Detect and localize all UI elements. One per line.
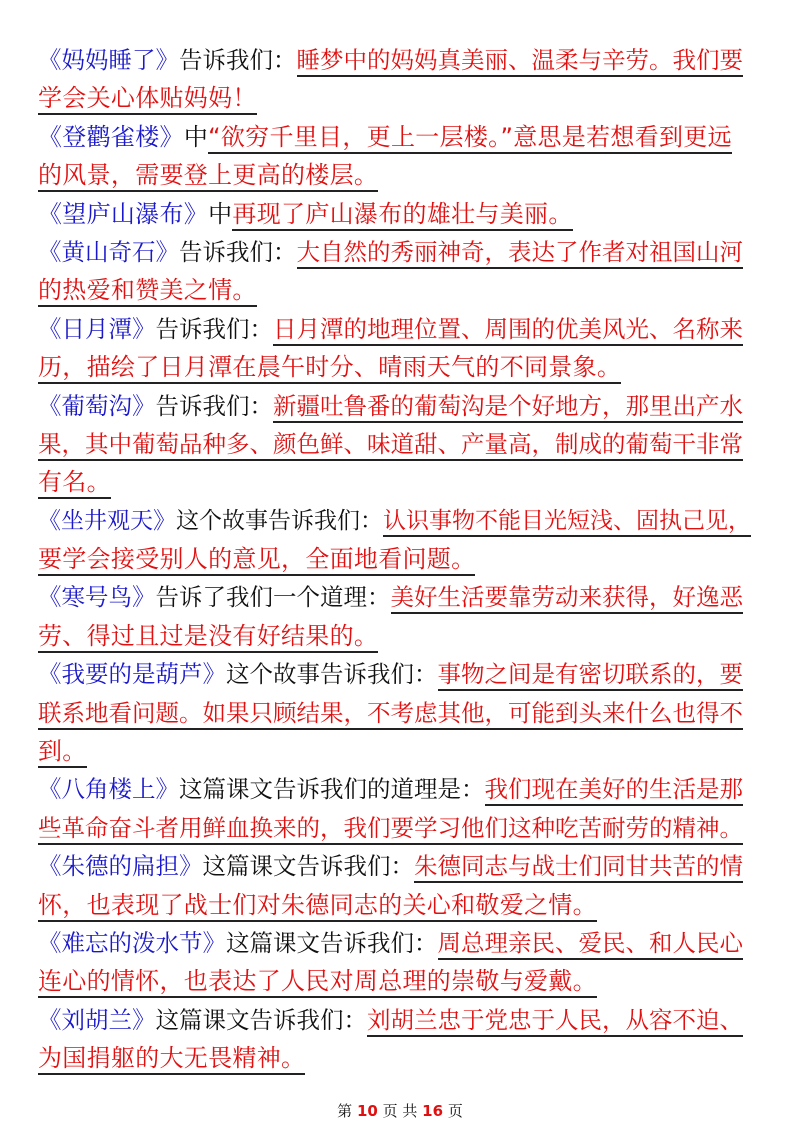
footer-middle: 页 共: [382, 1102, 418, 1120]
lesson-meaning: 些革命奋斗者用鲜血换来的，我们要学习他们这种吃苦耐劳的精神。: [38, 814, 743, 845]
lesson-connector: 告诉了我们一个道理：: [155, 583, 391, 612]
text-line: [38, 732, 764, 770]
text-line: [38, 886, 764, 924]
lesson-connector: 这篇课文告诉我们：: [202, 852, 414, 881]
lesson-connector: 告诉我们：: [179, 46, 297, 74]
lesson-meaning: 我们现在美好的生活是那: [485, 775, 744, 806]
lesson-entry: [38, 655, 764, 770]
lesson-meaning: 认识事物不能目光短浅、固执己见，: [383, 508, 751, 537]
text-line: [38, 1039, 764, 1077]
document-body: [38, 41, 764, 1078]
lesson-meaning: 有名。: [38, 468, 111, 499]
text-line: [38, 502, 764, 540]
lesson-connector: 这个故事告诉我们：: [176, 507, 383, 534]
lesson-title: 《黄山奇石》: [38, 237, 179, 266]
text-line: [38, 924, 764, 962]
lesson-title: 《刘胡兰》: [38, 1005, 156, 1034]
text-line: [38, 540, 764, 578]
lesson-connector: 中: [183, 122, 209, 151]
lesson-entry: [38, 770, 764, 847]
lesson-title: 《坐井观天》: [38, 507, 176, 534]
lesson-entry: [38, 310, 764, 387]
lesson-meaning: 怀，也表现了战士们对朱德同志的关心和敬爱之情。: [38, 891, 597, 922]
lesson-meaning: 朱德同志与战士们同甘共苦的情: [414, 852, 743, 883]
lesson-meaning: 美好生活要靠劳动来获得，好逸恶: [391, 583, 744, 614]
text-line: [38, 387, 764, 425]
lesson-title: 《望庐山瀑布》: [38, 199, 209, 228]
lesson-meaning: 睡梦中的妈妈真美丽、温柔与辛劳。我们要: [297, 46, 744, 77]
lesson-meaning: 历，描绘了日月潭在晨午时分、晴雨天气的不同景象。: [38, 353, 621, 384]
text-line: [38, 79, 764, 117]
lesson-connector: 中: [208, 199, 233, 228]
lesson-meaning: 联系地看问题。如果只顾结果，不考虑其他，可能到头来什么也得不: [38, 699, 743, 730]
lesson-meaning: 再现了庐山瀑布的雄壮与美丽。: [232, 200, 572, 231]
lesson-connector: 这篇课文告诉我们：: [226, 928, 438, 957]
text-line: [38, 195, 764, 233]
text-line: [38, 348, 764, 386]
text-line: [38, 655, 764, 693]
text-line: [38, 578, 764, 616]
lesson-title: 《葡萄沟》: [38, 391, 156, 420]
lesson-connector: 这个故事告诉我们：: [226, 660, 438, 689]
text-line: [38, 310, 764, 348]
text-line: [38, 694, 764, 732]
lesson-entry: [38, 233, 764, 310]
footer-prefix: 第: [337, 1102, 353, 1120]
lesson-meaning: 大自然的秀丽神奇，表达了作者对祖国山河: [297, 238, 744, 269]
text-line: [38, 425, 764, 463]
text-line: [38, 271, 764, 309]
lesson-title: 《妈妈睡了》: [38, 46, 179, 74]
footer-total-pages: 16: [422, 1102, 444, 1120]
lesson-meaning: 的热爱和赞美之情。: [38, 276, 257, 307]
lesson-entry: [38, 41, 764, 118]
lesson-title: 《日月潭》: [38, 314, 156, 343]
lesson-title: 《寒号鸟》: [38, 583, 156, 612]
lesson-title: 《八角楼上》: [38, 775, 179, 804]
lesson-title: 《我要的是葫芦》: [38, 660, 226, 689]
lesson-meaning: 学会关心体贴妈妈！: [38, 84, 257, 115]
lesson-connector: 告诉我们：: [179, 237, 297, 266]
lesson-title: 《朱德的扁担》: [38, 852, 203, 881]
lesson-connector: 这篇课文告诉我们：: [155, 1005, 367, 1034]
footer-suffix: 页: [447, 1102, 463, 1120]
lesson-meaning: 连心的情怀，也表达了人民对周总理的崇敬与爱戴。: [38, 967, 597, 998]
text-line: [38, 118, 764, 156]
lesson-entry: [38, 847, 764, 924]
lesson-meaning: 刘胡兰忠于党忠于人民，从容不迫、: [367, 1006, 743, 1037]
lesson-connector: 这篇课文告诉我们的道理是：: [179, 775, 485, 804]
lesson-meaning: 日月潭的地理位置、周围的优美风光、名称来: [273, 315, 743, 346]
lesson-meaning: 到。: [38, 737, 87, 768]
text-line: [38, 617, 764, 655]
text-line: [38, 809, 764, 847]
lesson-meaning: 为国捐躯的大无畏精神。: [38, 1044, 305, 1075]
page-footer: [0, 1100, 800, 1121]
lesson-entry: [38, 1001, 764, 1078]
lesson-entry: [38, 387, 764, 502]
lesson-connector: 告诉我们：: [155, 391, 273, 420]
text-line: [38, 463, 764, 501]
lesson-connector: 告诉我们：: [155, 314, 273, 343]
lesson-meaning: 事物之间是有密切联系的，要: [438, 660, 744, 691]
text-line: [38, 847, 764, 885]
lesson-meaning: 周总理亲民、爱民、和人民心: [438, 929, 744, 960]
lesson-meaning: 劳、得过且过是没有好结果的。: [38, 622, 378, 653]
lesson-meaning: 要学会接受别人的意见，全面地看问题。: [38, 545, 475, 576]
text-line: [38, 770, 764, 808]
lesson-entry: [38, 502, 764, 579]
lesson-entry: [38, 578, 764, 655]
text-line: [38, 41, 764, 79]
text-line: [38, 1001, 764, 1039]
lesson-meaning: 的风景，需要登上更高的楼层。: [38, 161, 378, 192]
lesson-entry: [38, 195, 764, 233]
lesson-entry: [38, 118, 764, 195]
text-line: [38, 156, 764, 194]
lesson-entry: [38, 924, 764, 1001]
text-line: [38, 962, 764, 1000]
lesson-meaning: 新疆吐鲁番的葡萄沟是个好地方，那里出产水: [273, 392, 743, 423]
lesson-meaning: “欲穷千里目，更上一层楼。”意思是若想看到更远: [208, 123, 732, 154]
footer-page-number: 10: [356, 1102, 378, 1120]
lesson-title: 《难忘的泼水节》: [38, 928, 226, 957]
lesson-title: 《登鹳雀楼》: [38, 122, 184, 151]
text-line: [38, 233, 764, 271]
lesson-meaning: 果，其中葡萄品种多、颜色鲜、味道甜、产量高，制成的葡萄干非常: [38, 430, 743, 461]
